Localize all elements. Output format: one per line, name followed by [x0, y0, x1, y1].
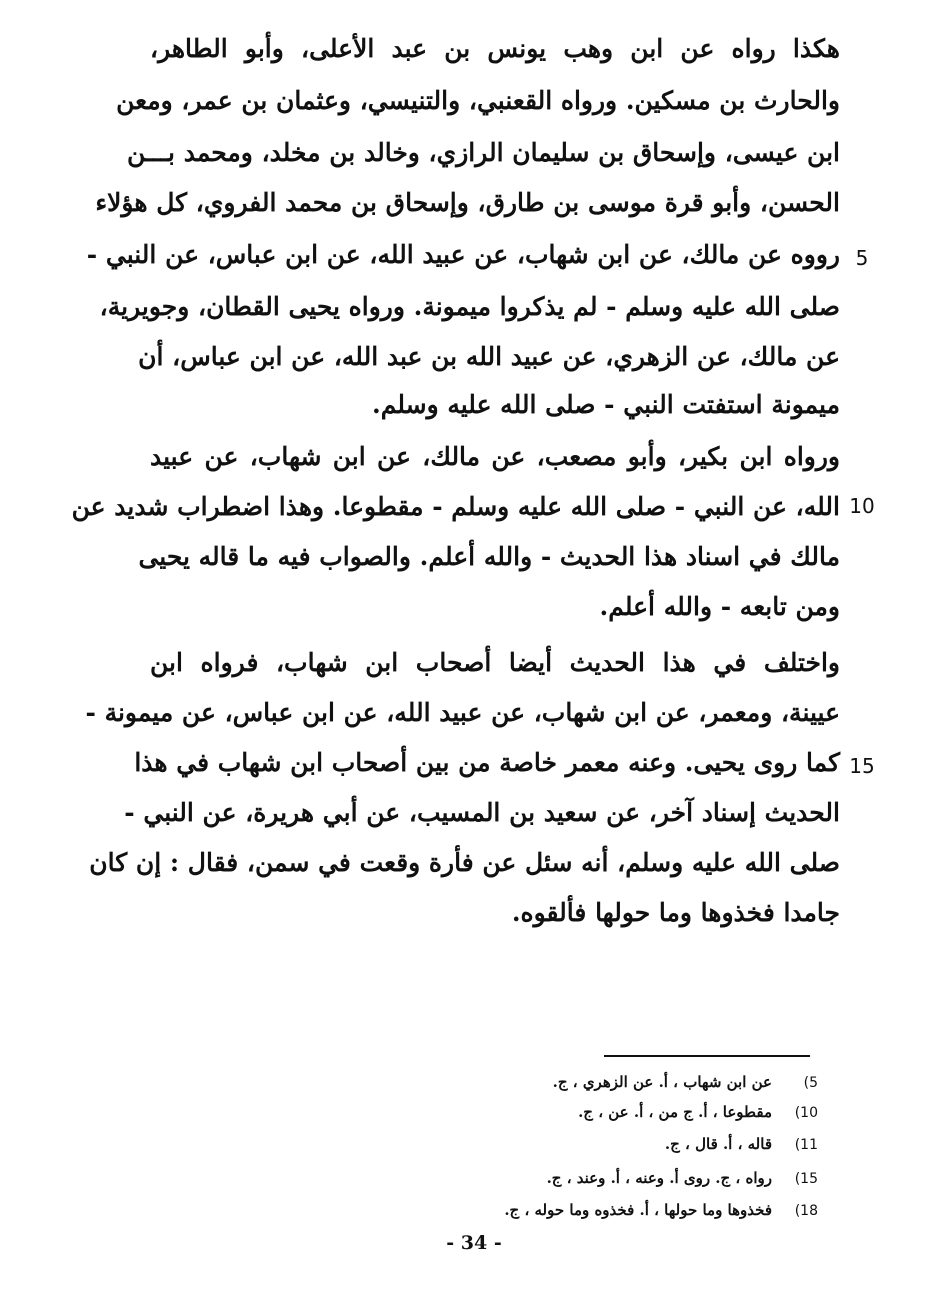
footnote-number: 15)	[794, 1171, 818, 1187]
text-line-3: ابن عيسى، وإسحاق بن سليمان الرازي، وخالد بن مخلد، ومحمد بـــن	[127, 138, 840, 167]
footnote-text: فخذوها وما حولها ، أ. فخذوه وما حوله ، ج.	[504, 1201, 772, 1219]
text-line-17: صلى الله عليه وسلم، أنه سئل عن فأرة وقعت في سمن، فقال : إن كان	[89, 848, 840, 877]
footnote	[380, 1164, 818, 1192]
footnote	[380, 1068, 818, 1096]
line-number: 10	[849, 494, 875, 518]
line-number: 5	[855, 246, 869, 270]
footnote-text: مقطوعا ، أ. ج من ، أ. عن ، ج.	[578, 1103, 772, 1121]
footnote	[380, 1196, 818, 1224]
text-line-15: كما روى يحيى. وعنه معمر خاصة من بين أصحاب ابن شهاب في هذا	[134, 748, 840, 777]
text-line-7: عن مالك، عن الزهري، عن عبيد الله بن عبد الله، عن ابن عباس، أن	[138, 342, 840, 371]
footnote-number: 5)	[803, 1075, 818, 1091]
text-line-2: والحارث بن مسكين. ورواه القعنبي، والتنيسي، وعثمان بن عمر، ومعن	[116, 86, 840, 115]
line-number: 15	[849, 754, 875, 778]
footnote-number: 10)	[794, 1105, 818, 1121]
text-line-9: ورواه ابن بكير، وأبو مصعب، عن مالك، عن ابن شهاب، عن عبيد	[150, 442, 840, 471]
footnote	[380, 1130, 818, 1158]
text-line-12: ومن تابعه - والله أعلم.	[599, 592, 840, 621]
text-line-8: ميمونة استفتت النبي - صلى الله عليه وسلم.	[372, 390, 840, 419]
footnote-text: رواه ، ج. روى أ. وعنه ، أ. وعند ، ج.	[546, 1169, 772, 1187]
footnote-text: قاله ، أ. قال ، ج.	[664, 1135, 772, 1153]
page-number: - 34 -	[446, 1232, 502, 1254]
footnote-number: 18)	[794, 1203, 818, 1219]
text-line-14: عيينة، ومعمر، عن ابن شهاب، عن عبيد الله، عن ابن عباس، عن ميمونة -	[85, 698, 840, 727]
text-line-4: الحسن، وأبو قرة موسى بن طارق، وإسحاق بن محمد الفروي، كل هؤلاء	[95, 188, 840, 217]
text-line-10: الله، عن النبي - صلى الله عليه وسلم - مقطوعا. وهذا اضطراب شديد عن	[71, 492, 840, 521]
text-line-18: جامدا فخذوها وما حولها فألقوه.	[511, 898, 840, 927]
text-line-13: واختلف في هذا الحديث أيضا أصحاب ابن شهاب، فرواه ابن	[150, 648, 840, 677]
footnote-text: عن ابن شهاب ، أ. عن الزهري ، ج.	[552, 1073, 772, 1091]
footnote-separator	[604, 1055, 810, 1057]
text-line-1: هكذا رواه عن ابن وهب يونس بن عبد الأعلى، وأبو الطاهر،	[150, 34, 840, 63]
text-line-6: صلى الله عليه وسلم - لم يذكروا ميمونة. ورواه يحيى القطان، وجويرية،	[99, 292, 840, 321]
footnote-number: 11)	[794, 1137, 818, 1153]
text-line-11: مالك في اسناد هذا الحديث - والله أعلم. والصواب فيه ما قاله يحيى	[138, 542, 840, 571]
footnote	[380, 1098, 818, 1126]
text-line-16: الحديث إسناد آخر، عن سعيد بن المسيب، عن أبي هريرة، عن النبي -	[124, 798, 840, 827]
text-line-5: رووه عن مالك، عن ابن شهاب، عن عبيد الله، عن ابن عباس، عن النبي -	[86, 240, 840, 269]
